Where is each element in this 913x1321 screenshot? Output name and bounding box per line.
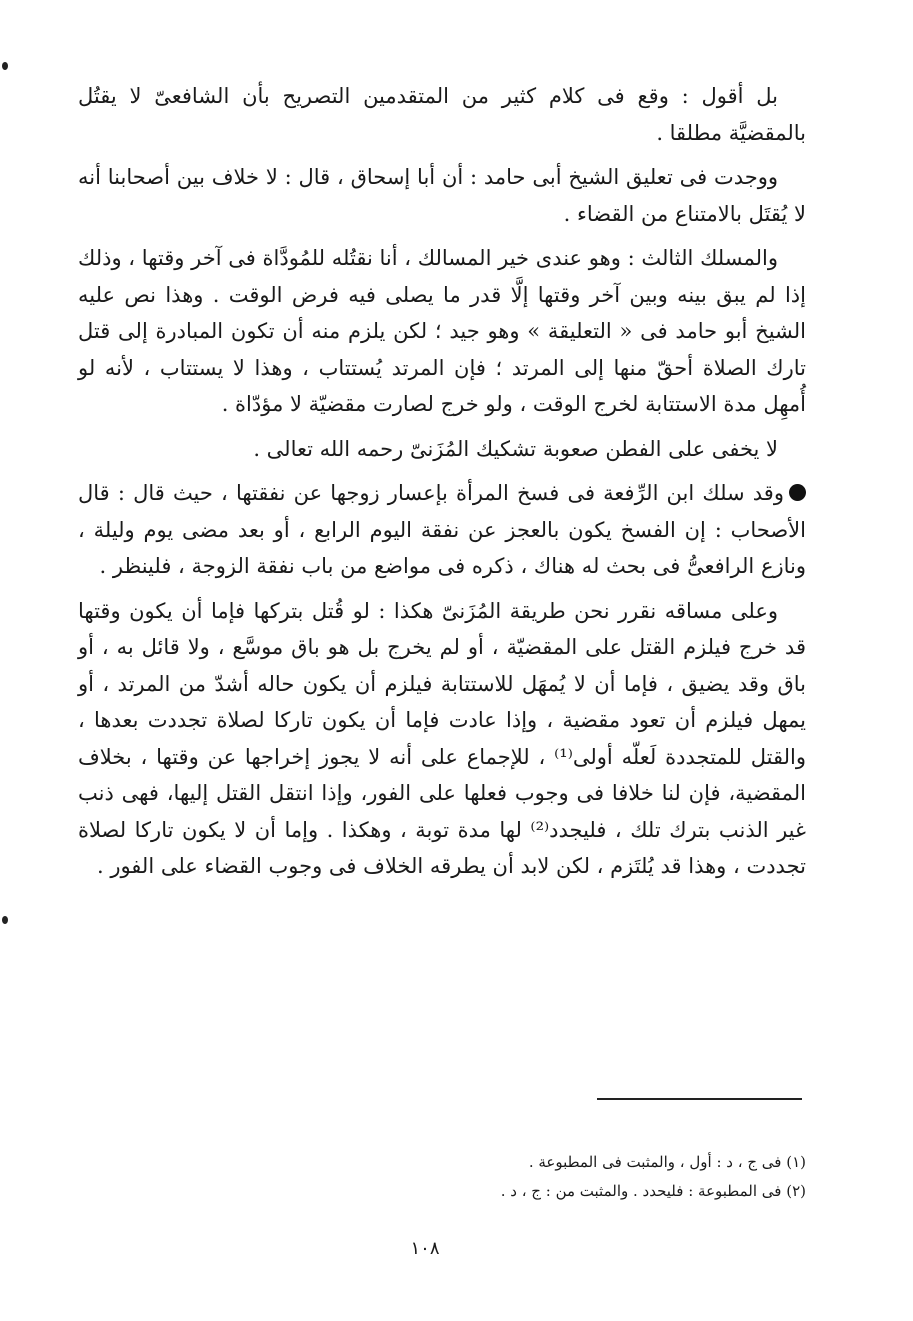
paragraph: بل أقول : وقع فى كلام كثير من المتقدمين التصريح بأن الشافعىّ لا يقتُل بالمقضيَّة مطلقا . [78,84,806,145]
footnote: (٢) فى المطبوعة : فليحدد . والمثبت من : ج ، د . [500,1182,806,1200]
paragraph: وعلى مساقه نقرر نحن طريقة المُزَنىّ هكذا : لو قُتل بتركها فإما أن يكون وقتها قد خرج فيلزم القتل على المقضيّة ، أو لم يخرج بل هو باق موسَّع ، ولا قائل به ، أو باق وقد يضيق ، فإما أن لا يُمهَل للاستتابة فيلزم أن يكون حاله أشدّ من المرتد ، أو يمهل فيلزم أن تعود مقضية ، وإذا عادت فإما أن يكون تاركا لصلاة تجددت بعدها ، والقتل للمتجددة لَعلّه أولى⁽¹⁾ ، للإجماع على أنه لا يجوز إخراجها عن وقتها ، بخلاف المقضية، فإن لنا خلافا فى وجوب فعلها على الفور، وإذا انتقل القتل إليها، فهى ذنب غير الذنب بترك تلك ، فليجدد⁽²⁾ لها مدة توبة ، وهكذا . وإما أن لا يكون تاركا لصلاة تجددت ، وهذا قد يُلتَزم ، لكن لابد أن يطرقه الخلاف فى وجوب القضاء على الفور . [78,598,806,878]
paragraph-bulleted [78,475,806,585]
page-number: ١٠٨ [410,1238,440,1259]
margin-mark [2,62,8,70]
paragraph: لا يخفى على الفطن صعوبة تشكيك المُزَنىّ رحمه الله تعالى . [253,436,778,461]
margin-mark [2,916,8,924]
footnote: (١) فى ج ، د : أول ، والمثبت فى المطبوعة . [528,1153,806,1171]
paragraph: ووجدت فى تعليق الشيخ أبى حامد : أن أبا إسحاق ، قال : لا خلاف بين أصحابنا أنه لا يُقتَل بالامتناع من القضاء . [78,165,806,226]
paragraph: والمسلك الثالث : وهو عندى خير المسالك ، أنا نقتُله للمُودَّاة فى آخر وقتها ، وذلك إذا لم يبق بينه وبين آخر وقتها إلَّا قدر ما يصلى فيه فرض الوقت . وهذا نص عليه الشيخ أبو حامد فى « التعليقة » وهو جيد ؛ لكن يلزم منه أن تكون المبادرة إلى قتل تارك الصلاة أحقّ منها إلى المرتد ؛ فإن المرتد يُستتاب ، وهذا لا يستتاب ، لأنه لو أُمهِل مدة الاستتابة لخرج الوقت ، ولو خرج لصارت مقضيّة لا مؤدّاة . [78,246,806,416]
bullet-icon [789,484,806,501]
footnotes [78,1148,806,1206]
footnote-divider [597,1098,802,1100]
paragraph-text: وقد سلك ابن الرِّفعة فى فسخ المرأة بإعسار زوجها عن نفقتها ، حيث قال : قال الأصحاب : إن الفسخ يكون بالعجز عن نفقة اليوم الرابع ، أو بعد مضى يوم وليلة ، ونازع الرافعىُّ فى بحث له هناك ، ذكره فى مواضع من باب نفقة الزوجة ، فلينظر . [78,481,806,578]
main-text [78,78,806,893]
